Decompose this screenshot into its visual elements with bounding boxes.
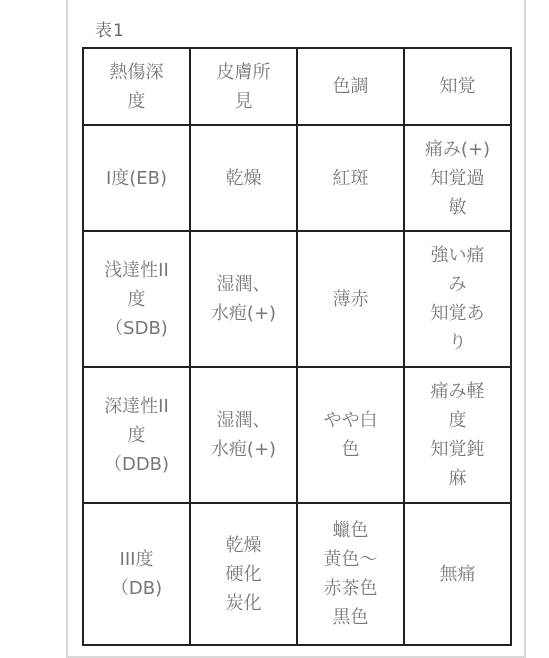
cell-text: 炭化 [225,592,262,614]
table-cell [297,125,404,231]
table-row [83,367,511,503]
table-cell [83,367,190,503]
cell-text: 赤茶色 [323,578,378,599]
cell-text: 痛み軽 [430,381,485,402]
table-cell [404,125,511,231]
cell-text: 薄赤 [332,288,369,310]
cell-text: （DDB) [103,453,170,475]
header-cell-skin-findings [190,48,297,125]
burn-depth-table [82,47,512,646]
cell-text: 敏 [448,196,467,218]
table-header-row [83,48,511,125]
table-cell [190,125,297,231]
cell-text: 皮膚所 [216,61,271,83]
cell-text: 黄色～ [323,549,378,570]
cell-text: 紅斑 [332,167,369,189]
table-row [83,503,511,645]
cell-text: III度 [119,549,154,570]
cell-text: 深達性II [104,395,169,417]
cell-text: 湿潤、 [216,410,271,431]
cell-text: 強い痛 [430,245,485,266]
cell-text: 見 [234,90,253,112]
cell-text: 痛み(+) [424,138,491,160]
cell-text: 知覚 [439,76,476,97]
cell-text: 度 [448,410,467,431]
cell-text: （SDB) [105,317,168,339]
cell-text: 度 [127,424,146,446]
table-row [83,125,511,231]
cell-text: 知覚鈍 [430,439,485,460]
cell-text: 乾燥 [225,167,262,189]
table-row [83,231,511,367]
cell-text: 知覚過 [430,167,485,189]
table-cell [404,367,511,503]
cell-text: 度 [127,90,146,112]
cell-text: （DB) [110,578,163,599]
table-cell [297,231,404,367]
cell-text: 無痛 [439,563,476,585]
cell-text: 色 [341,439,360,460]
cell-text: 乾燥 [225,534,262,556]
cell-text: 麻 [448,468,467,489]
cell-text: り [448,332,467,353]
table-cell [297,367,404,503]
cell-text: 熱傷深 [109,61,164,83]
table-cell [297,503,404,645]
table-cell [83,125,190,231]
header-cell-color [297,48,404,125]
cell-text: 蠟色 [332,520,369,541]
header-cell-sensation [404,48,511,125]
cell-text: やや白 [323,410,378,431]
cell-text: 水疱(+) [210,303,277,324]
cell-text: 湿潤、 [216,274,271,295]
table-cell [83,503,190,645]
cell-text: I度(EB) [105,167,168,189]
cell-text: 知覚あ [430,303,485,324]
table-cell [83,231,190,367]
cell-text: 浅達性II [104,259,169,281]
cell-text: み [448,274,467,295]
table-cell [404,231,511,367]
table-cell [404,503,511,645]
cell-text: 度 [127,288,146,310]
cell-text: 黒色 [332,607,369,628]
cell-text: 色調 [332,76,369,97]
header-cell-depth [83,48,190,125]
cell-text: 硬化 [225,563,262,585]
table-cell [190,503,297,645]
table-cell [190,367,297,503]
table-caption: 表1 [95,21,125,41]
table-cell [190,231,297,367]
cell-text: 水疱(+) [210,439,277,460]
